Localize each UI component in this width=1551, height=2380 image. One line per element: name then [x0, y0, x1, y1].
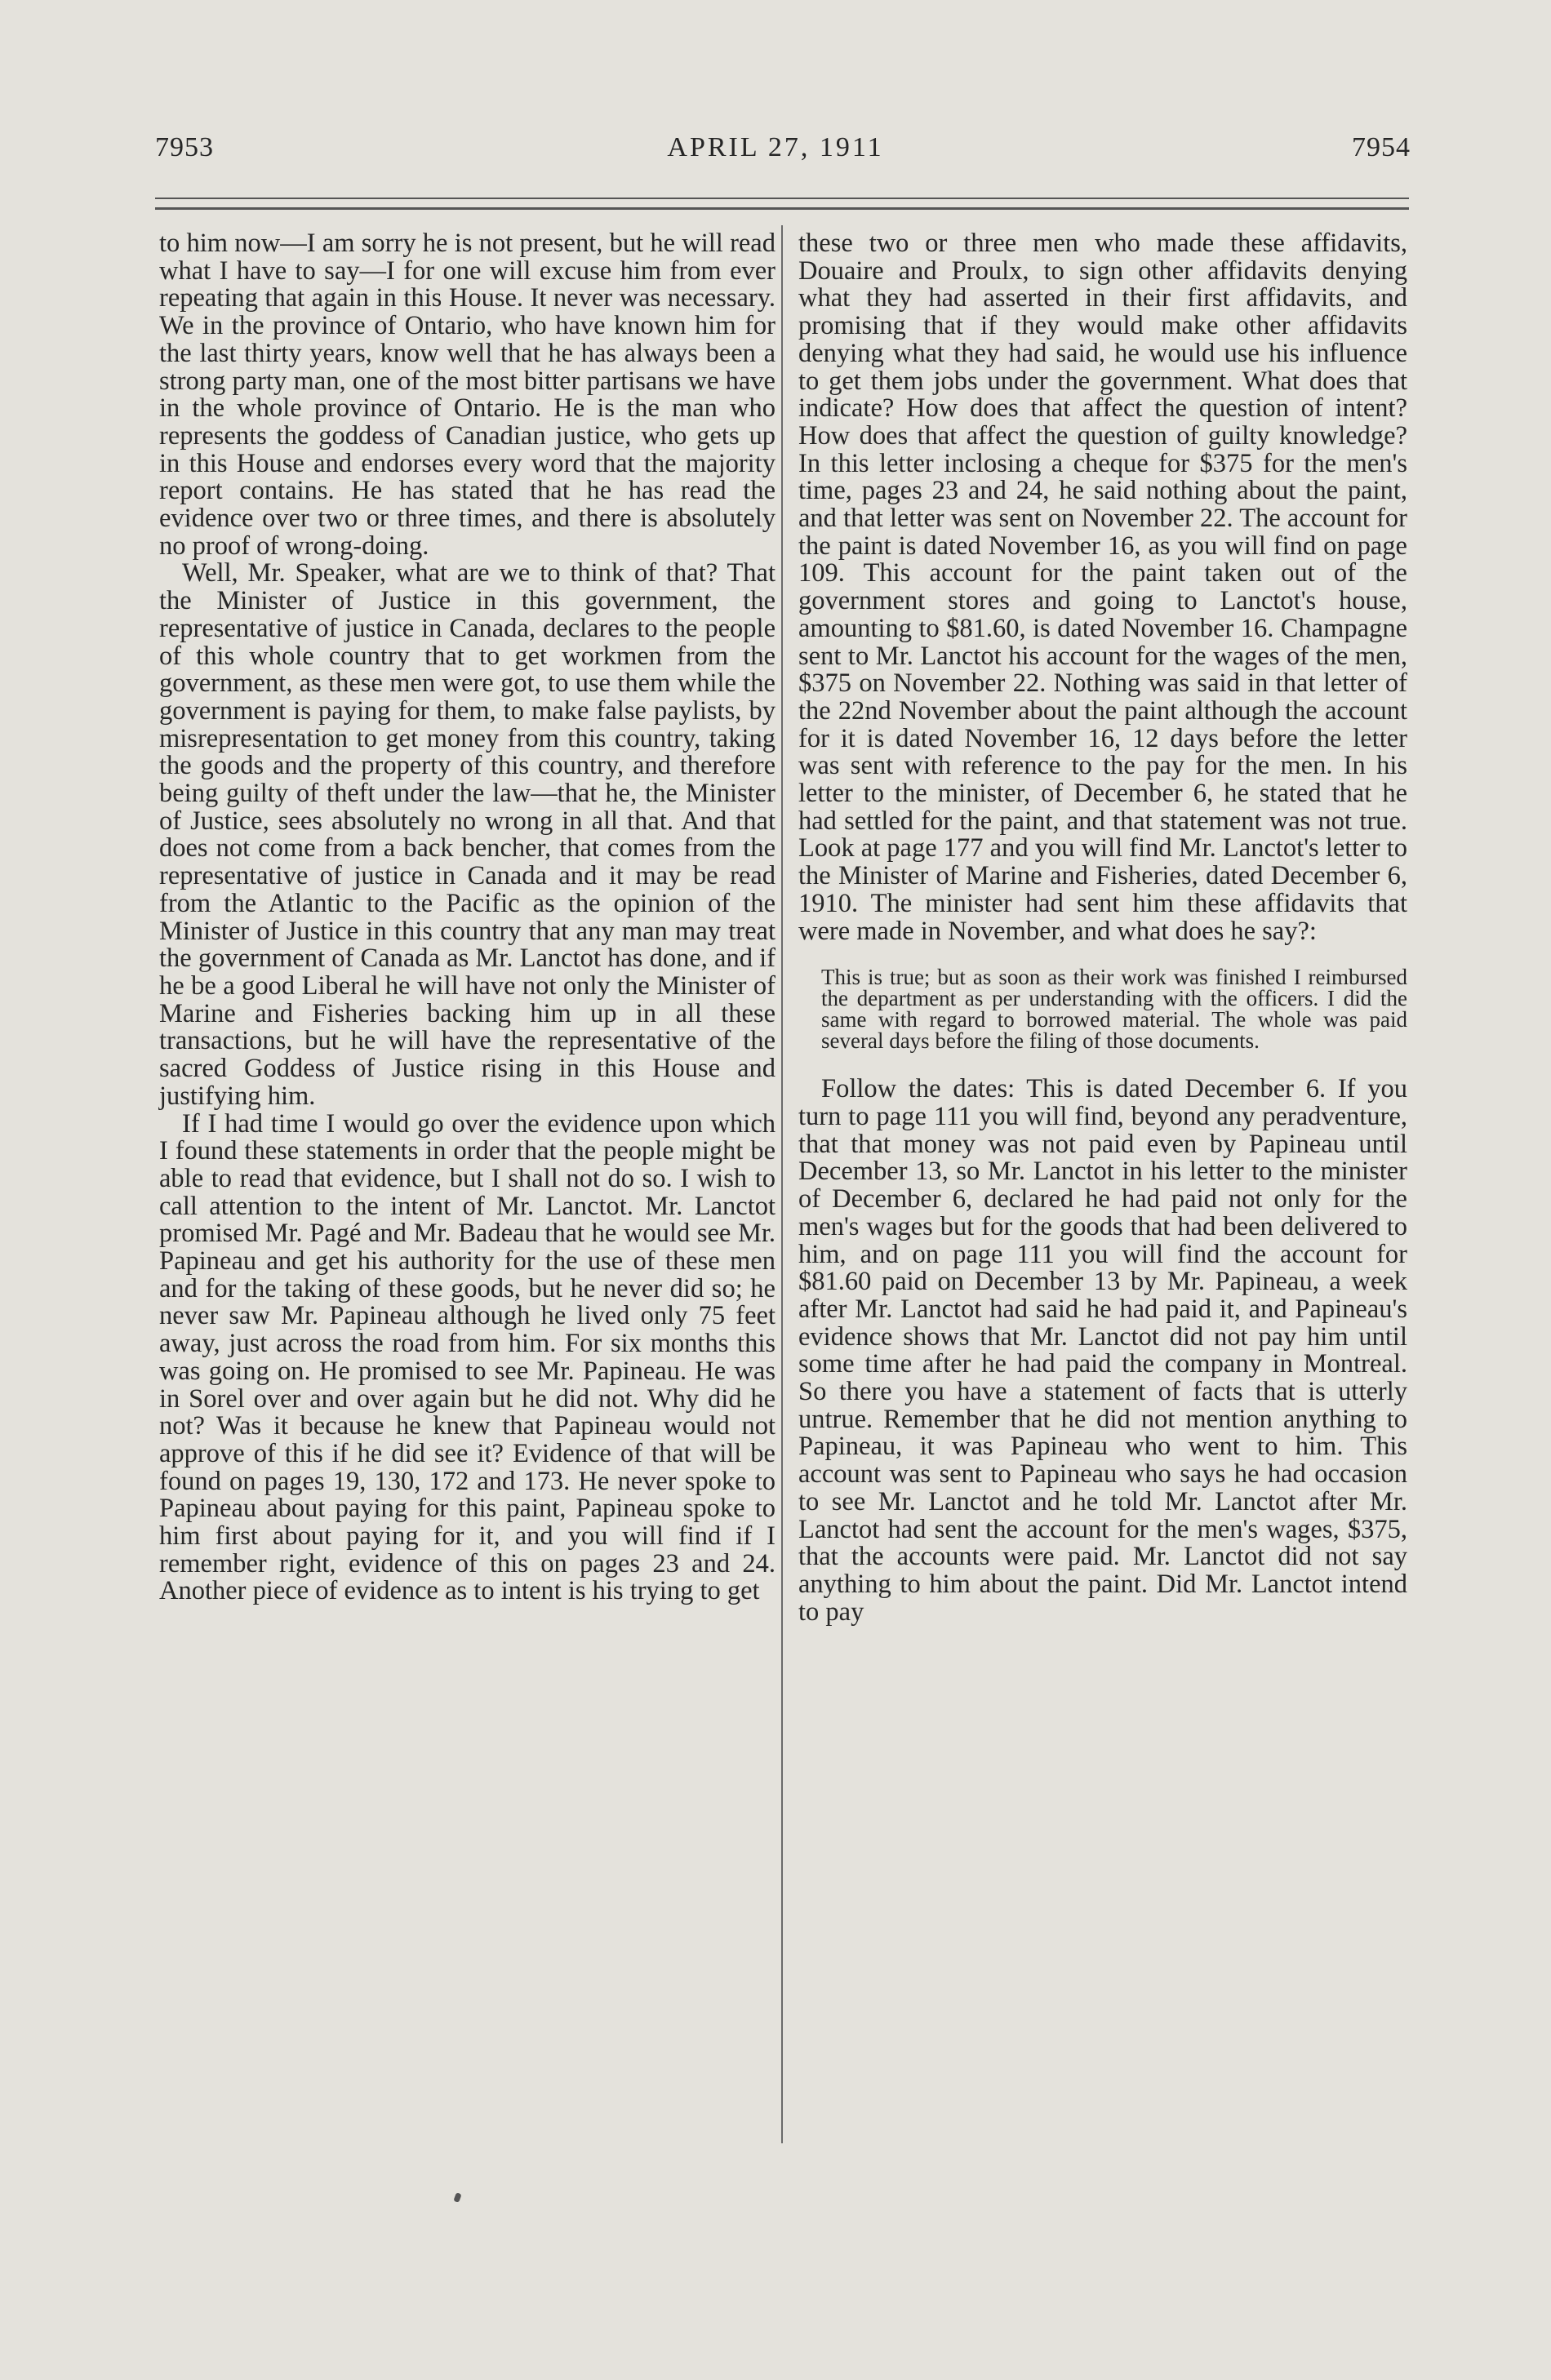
column-divider: [781, 225, 783, 2143]
left-paragraph-1: to him now—I am sorry he is not present, but he will read what I have to say—I for one will excuse him from ever repeating that again in this House. It never was necessary. We in the province of Ontario, who have known him for the last thirty years, know well that he has always been a strong party man, one of the most bitter partisans we have in the whole province of Ontario. He is the man who represents the goddess of Canadian justice, who gets up in this House and endorses every word that the majority report contains. He has stated that he has read the evidence over two or three times, and there is absolutely no proof of wrong-doing.: [159, 229, 776, 561]
left-paragraph-3: If I had time I would go over the evidence upon which I found these statements in order that the people might be able to read that evidence, but I shall not do so. I wish to call attention to the intent of Mr. Lanctot. Mr. Lanctot promised Mr. Pagé and Mr. Badeau that he would see Mr. Papineau and get his authority for the use of these men and for the taking of these goods, but he never did so; he never saw Mr. Papineau although he lived only 75 feet away, just across the road from him. For six months this was going on. He promised to see Mr. Papineau. He was in Sorel over and over again but he did not. Why did he not? Was it because he knew that Papineau would not approve of this if he did see it? Evidence of that will be found on pages 19, 130, 172 and 173. He never spoke to Papineau about paying for this paint, Papineau spoke to him first about paying for it, and you will find if I remember right, evidence of this on pages 23 and 24. Another piece of evidence as to intent is his trying to get: [159, 1108, 776, 1606]
left-paragraph-2: Well, Mr. Speaker, what are we to think of that? That the Minister of Justice in this government, the representative of justice in Canada, declares to the people of this whole country that to get workmen from the government, as these men were got, to use them while the government is paying for them, to make false paylists, by misrepresentation to get money from this country, taking the goods and the property of this country, and therefore being guilty of theft under the law—that he, the Minister of Justice, sees absolutely no wrong in all that. And that does not come from a back bencher, that comes from the representative of justice in Canada and it may be read from the Atlantic to the Pacific as the opinion of the Minister of Justice in this country that any man may treat the government of Canada as Mr. Lanctot has done, and if he be a good Liberal he will have not only the Minister of Marine and Fisheries backing him up in all these transactions, but he will have the representative of the sacred Goddess of Justice rising in this House and justifying him.: [159, 558, 776, 1111]
page-number-right: 7954: [1352, 132, 1411, 162]
quoted-letter: This is true; but as soon as their work was finished I reimbursed the department as per understanding with the officers. I did the same with regard to borrowed material. The whole was paid several days before the filing of those documents.: [821, 965, 1407, 1054]
header-rule-bottom: [155, 207, 1409, 210]
header-date: APRIL 27, 1911: [667, 132, 884, 162]
page-header: [0, 122, 1551, 171]
header-rule-top: [155, 198, 1409, 199]
page-number-left: 7953: [155, 132, 214, 162]
ink-speck: [453, 2192, 461, 2203]
right-paragraph-2: Follow the dates: This is dated December 6. If you turn to page 111 you will find, beyond any peradventure, that that money was not paid even by Papineau until December 13, so Mr. Lanctot in his letter to the minister of December 6, declared he had paid not only for the men's wages but for the goods that had been delivered to him, and on page 111 you will find the account for $81.60 paid on December 13 by Mr. Papineau, a week after Mr. Lanctot had said he had paid it, and Papineau's evidence shows that Mr. Lanctot did not pay him until some time after he had paid the company in Montreal. So there you have a statement of facts that is utterly untrue. Remember that he did not mention anything to Papineau, it was Papineau who went to him. This account was sent to Papineau who says he had occasion to see Mr. Lanctot and he told Mr. Lanctot after Mr. Lanctot had sent the account for the men's wages, $375, that the accounts were paid. Mr. Lanctot did not say anything to him about the paint. Did Mr. Lanctot intend to pay: [798, 1074, 1407, 1627]
right-column: [798, 230, 1407, 1626]
right-paragraph-1: these two or three men who made these affidavits, Douaire and Proulx, to sign other affidavits denying what they had asserted in their first affidavits, and promising that if they would make other affidavits denying what they had said, he would use his influence to get them jobs under the government. What does that indicate? How does that affect the question of intent? How does that affect the question of guilty knowledge? In this letter inclosing a cheque for $375 for the men's time, pages 23 and 24, he said nothing about the paint, and that letter was sent on November 22. The account for the paint is dated November 16, as you will find on page 109. This account for the paint taken out of the government stores and going to Lanctot's house, amounting to $81.60, is dated November 16. Champagne sent to Mr. Lanctot his account for the wages of the men, $375 on November 22. Nothing was said in that letter of the 22nd November about the paint although the account for it is dated November 16, 12 days before the letter was sent with reference to the pay for the men. In his letter to the minister, of December 6, he stated that he had settled for the paint, and that statement was not true. Look at page 177 and you will find Mr. Lanctot's letter to the Minister of Marine and Fisheries, dated December 6, 1910. The minister had sent him these affidavits that were made in November, and what does he say?:: [798, 229, 1407, 946]
left-column: [159, 230, 776, 1605]
